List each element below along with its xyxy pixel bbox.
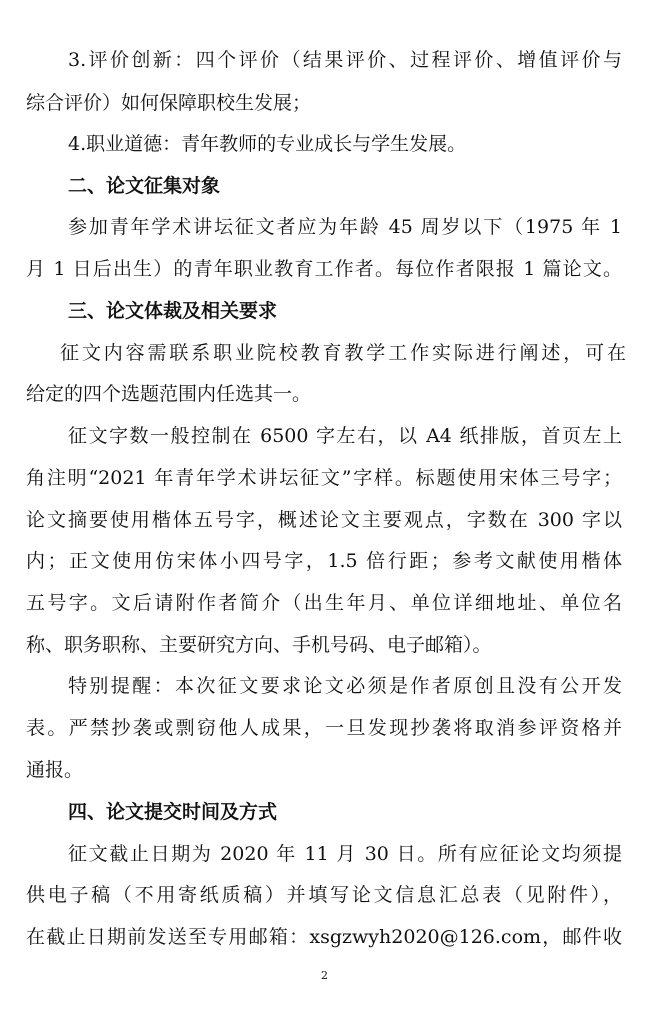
page-number: 2 xyxy=(321,969,328,982)
paragraph-line: 特别提醒：本次征文要求论文必须是作者原创且没有公开发 xyxy=(68,675,622,697)
section-heading: 四、论文提交时间及方式 xyxy=(68,801,278,823)
paragraph-line: 在截止日期前发送至专用邮箱：xsgzwyh2020@126.com，邮件收 xyxy=(26,926,622,948)
section-heading: 三、论文体裁及相关要求 xyxy=(68,300,278,322)
paragraph-line: 内；正文使用仿宋体小四号字，1.5 倍行距；参考文献使用楷体 xyxy=(26,550,622,572)
paragraph-line: 给定的四个选题范围内任选其一。 xyxy=(26,383,312,405)
section-heading: 二、论文征集对象 xyxy=(68,175,221,197)
paragraph-line: 称、职务职称、主要研究方向、手机号码、电子邮箱）。 xyxy=(26,634,492,656)
paragraph-line: 供电子稿（不用寄纸质稿）并填写论文信息汇总表（见附件）， xyxy=(26,884,622,906)
paragraph-line: 论文摘要使用楷体五号字，概述论文主要观点，字数在 300 字以 xyxy=(26,509,622,531)
paragraph-line: 征文字数一般控制在 6500 字左右，以 A4 纸排版，首页左上 xyxy=(68,425,622,447)
paragraph-line: 月 1 日后出生）的青年职业教育工作者。每位作者限报 1 篇论文。 xyxy=(26,258,622,280)
paragraph-line: 征文截止日期为 2020 年 11 月 30 日。所有应征论文均须提 xyxy=(68,843,622,865)
paragraph-line: 通报。 xyxy=(26,759,84,781)
paragraph-line: 4.职业道德：青年教师的专业成长与学生发展。 xyxy=(68,133,467,155)
paragraph-line: 3.评价创新：四个评价（结果评价、过程评价、增值评价与 xyxy=(68,49,622,71)
paragraph-line: 参加青年学术讲坛征文者应为年龄 45 周岁以下（1975 年 1 xyxy=(68,216,622,238)
paragraph-line: 综合评价）如何保障职校生发展； xyxy=(26,92,312,114)
paragraph-line: 表。严禁抄袭或剽窃他人成果，一旦发现抄袭将取消参评资格并 xyxy=(26,717,622,739)
paragraph-line: 征文内容需联系职业院校教育教学工作实际进行阐述，可在 xyxy=(60,342,626,364)
paragraph-line: 角注明“2021 年青年学术讲坛征文”字样。标题使用宋体三号字； xyxy=(26,467,622,489)
paragraph-line: 五号字。文后请附作者简介（出生年月、单位详细地址、单位名 xyxy=(26,592,622,614)
